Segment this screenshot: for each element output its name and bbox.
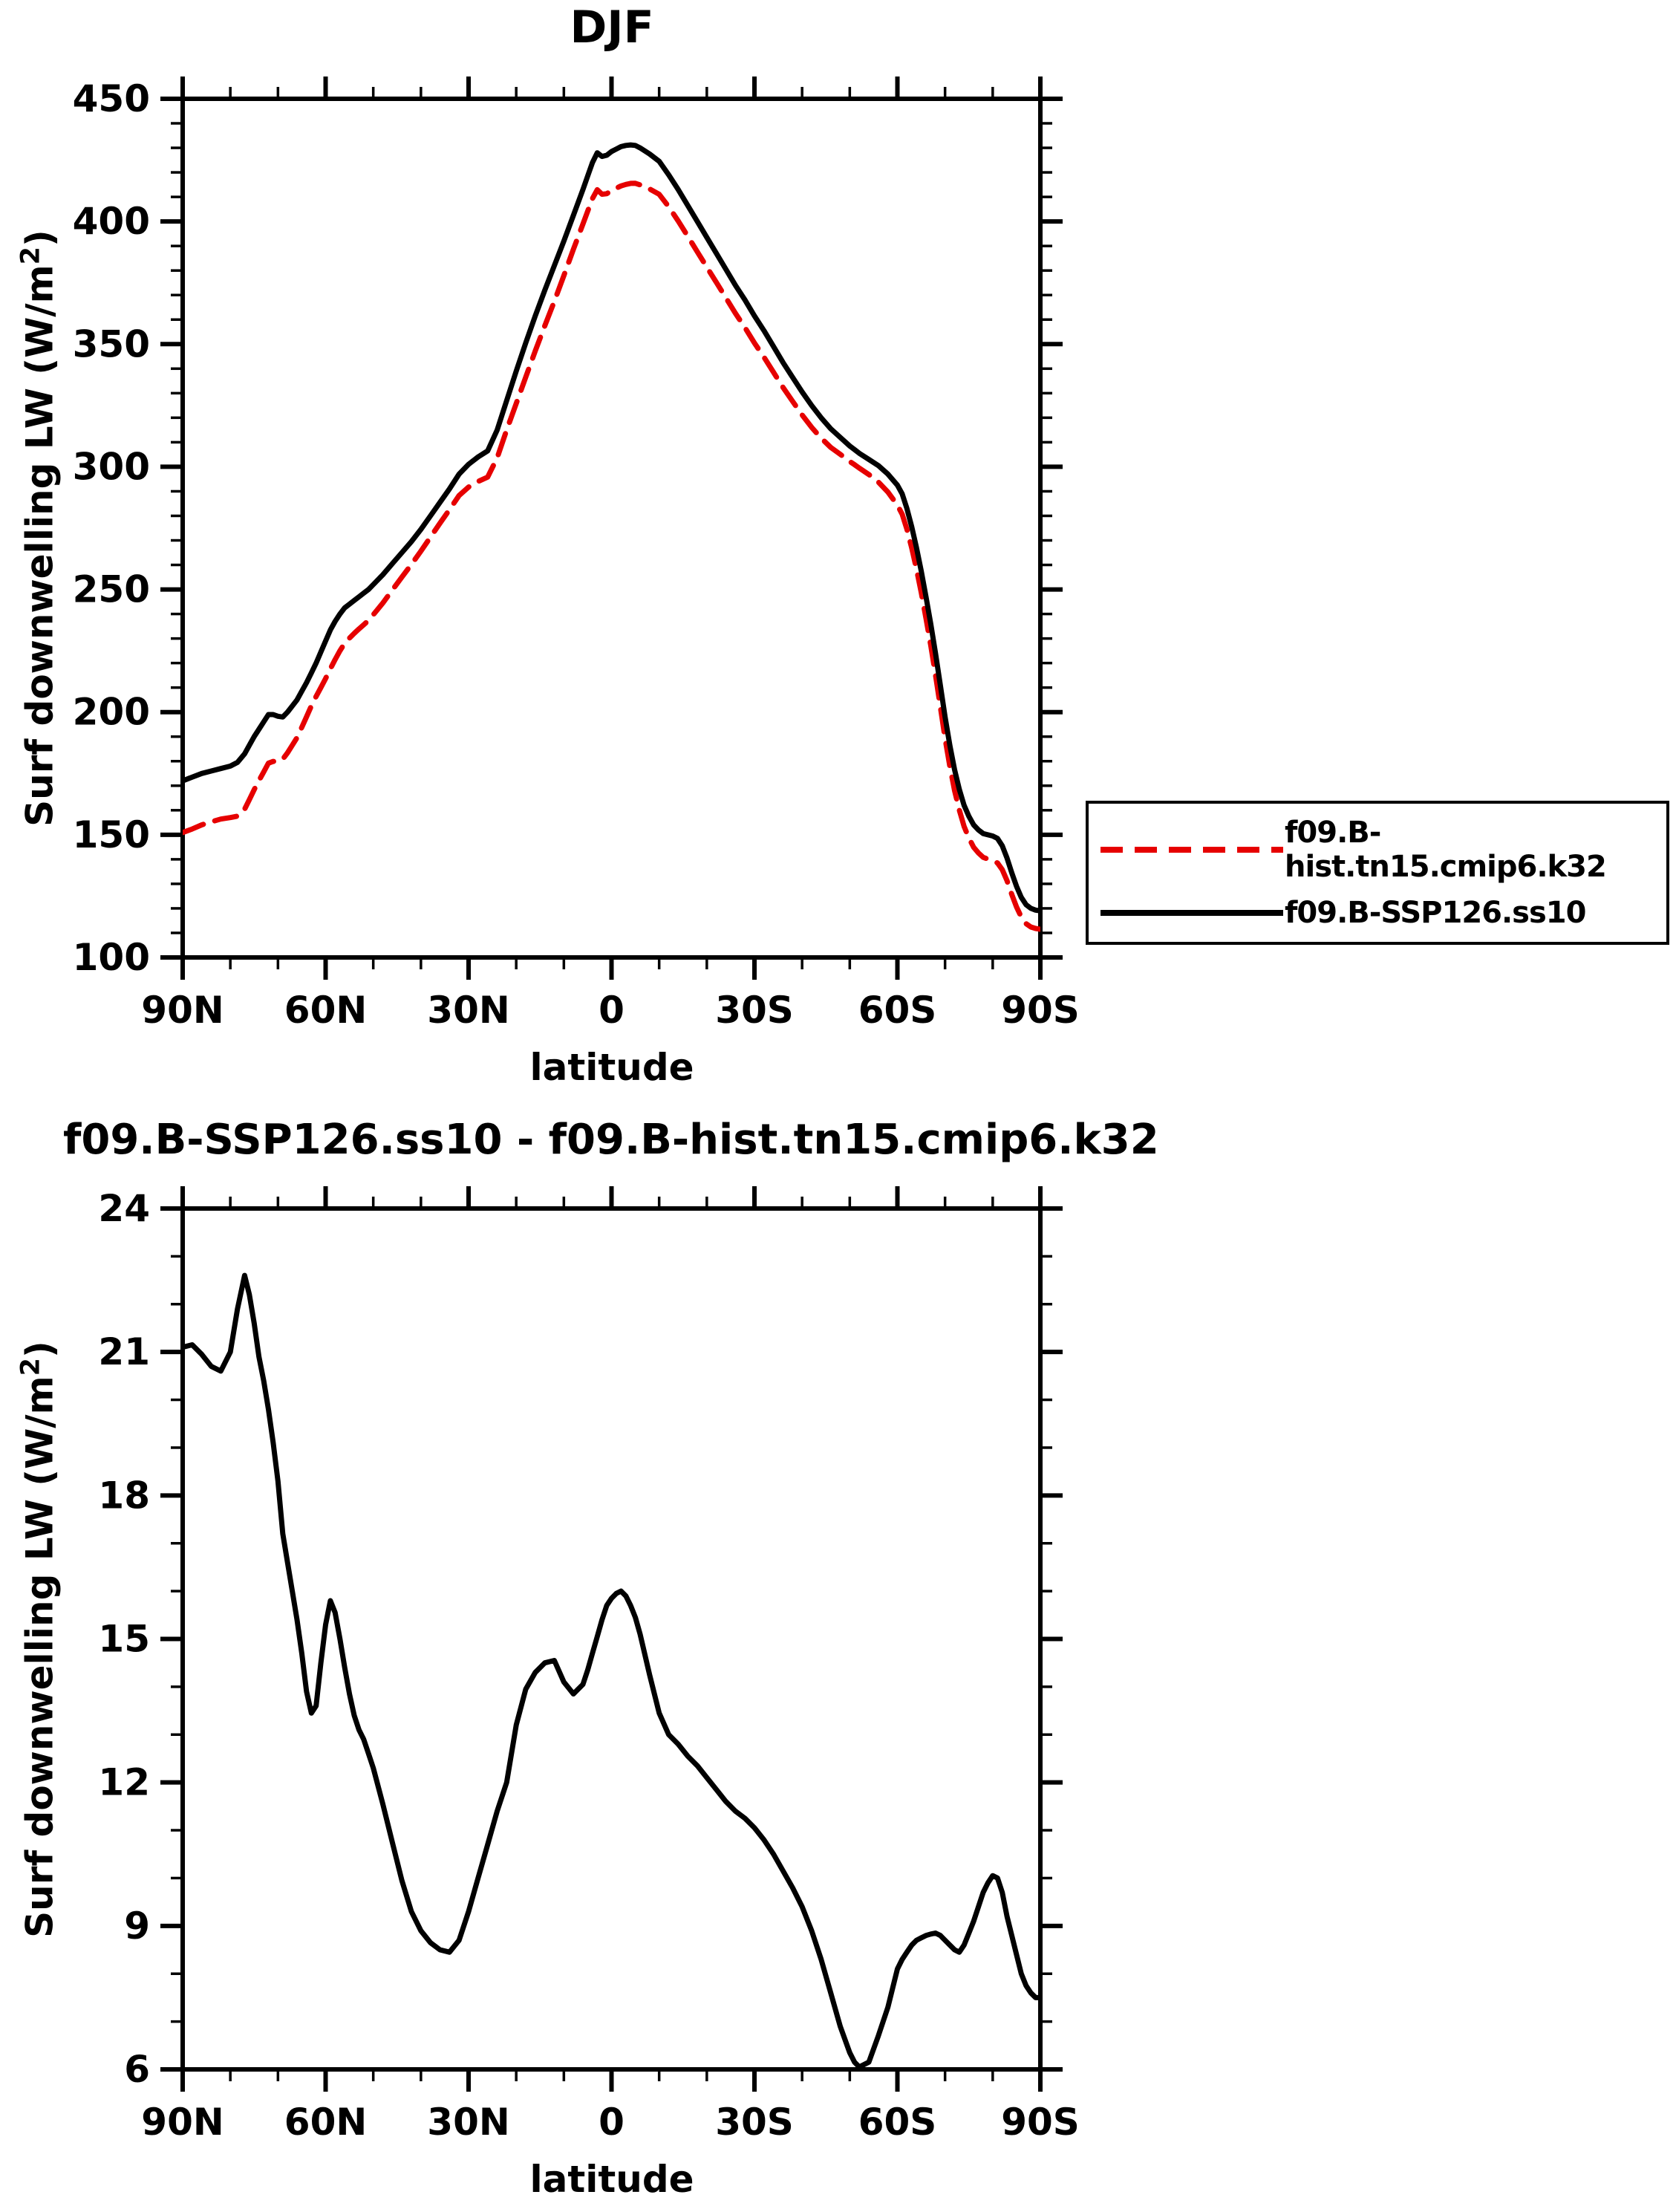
- legend-label-hist: f09.B-hist.tn15.cmip6.k32: [1285, 816, 1606, 884]
- series-f09-b-hist-tn15-cmip6-k32: [183, 183, 1040, 929]
- x-tick-label: 60S: [858, 2101, 937, 2144]
- y-tick-label: 15: [98, 1617, 150, 1661]
- legend-line-solid-icon: [1099, 908, 1285, 918]
- series-f09-b-ssp126-ss10-f09-b-hist-tn15-cmip6-k32: [183, 1275, 1040, 2067]
- x-tick-label: 60S: [858, 989, 937, 1032]
- y-tick-label: 12: [98, 1760, 150, 1804]
- x-tick-label: 30S: [715, 989, 794, 1032]
- y-tick-label: 9: [124, 1904, 150, 1948]
- y-tick-label: 450: [72, 77, 150, 120]
- x-tick-label: 0: [599, 2101, 625, 2144]
- plot-frame: [183, 1209, 1040, 2069]
- legend-label-ssp: f09.B-SSP126.ss10: [1285, 896, 1586, 930]
- y-tick-label: 300: [72, 445, 150, 489]
- y-tick-label: 21: [98, 1330, 150, 1374]
- x-tick-label: 90S: [1001, 989, 1080, 1032]
- y-tick-label: 150: [72, 813, 150, 856]
- chart-panel-0: [73, 77, 1080, 1032]
- x-tick-label: 60N: [284, 989, 368, 1032]
- x-tick-label: 60N: [284, 2101, 368, 2144]
- x-tick-label: 0: [599, 989, 625, 1032]
- bottom-chart-y-axis-label: Surf downwelling LW $(W/m^2)$: [16, 1341, 62, 1938]
- x-tick-label: 30N: [427, 989, 510, 1032]
- bottom-chart-x-axis-label: latitude: [529, 2158, 694, 2201]
- series-f09-b-ssp126-ss10: [183, 145, 1040, 911]
- legend-item-hist: [1089, 816, 1666, 884]
- y-tick-label: 100: [72, 936, 150, 979]
- bottom-chart-title: f09.B-SSP126.ss10 - f09.B-hist.tn15.cmip6.k32: [63, 1116, 1159, 1164]
- y-tick-label: 350: [72, 322, 150, 366]
- y-tick-label: 400: [72, 200, 150, 244]
- x-tick-label: 30N: [427, 2101, 510, 2144]
- y-tick-label: 250: [72, 567, 150, 611]
- y-tick-label: 200: [72, 690, 150, 734]
- y-tick-label: 24: [98, 1187, 150, 1230]
- x-tick-label: 30S: [715, 2101, 794, 2144]
- top-chart-title: DJF: [570, 1, 654, 53]
- top-chart-y-axis-label: Surf downwelling LW $(W/m^2)$: [16, 230, 62, 827]
- chart-panel-1: [98, 1186, 1079, 2144]
- x-tick-label: 90N: [141, 989, 224, 1032]
- x-tick-label: 90S: [1001, 2101, 1080, 2144]
- top-chart-x-axis-label: latitude: [529, 1046, 694, 1089]
- y-tick-label: 6: [124, 2048, 150, 2091]
- x-tick-label: 90N: [141, 2101, 224, 2144]
- y-tick-label: 18: [98, 1474, 150, 1518]
- legend-line-dashed-icon: [1099, 845, 1285, 855]
- legend-item-ssp: [1089, 896, 1666, 930]
- legend: [1086, 801, 1669, 945]
